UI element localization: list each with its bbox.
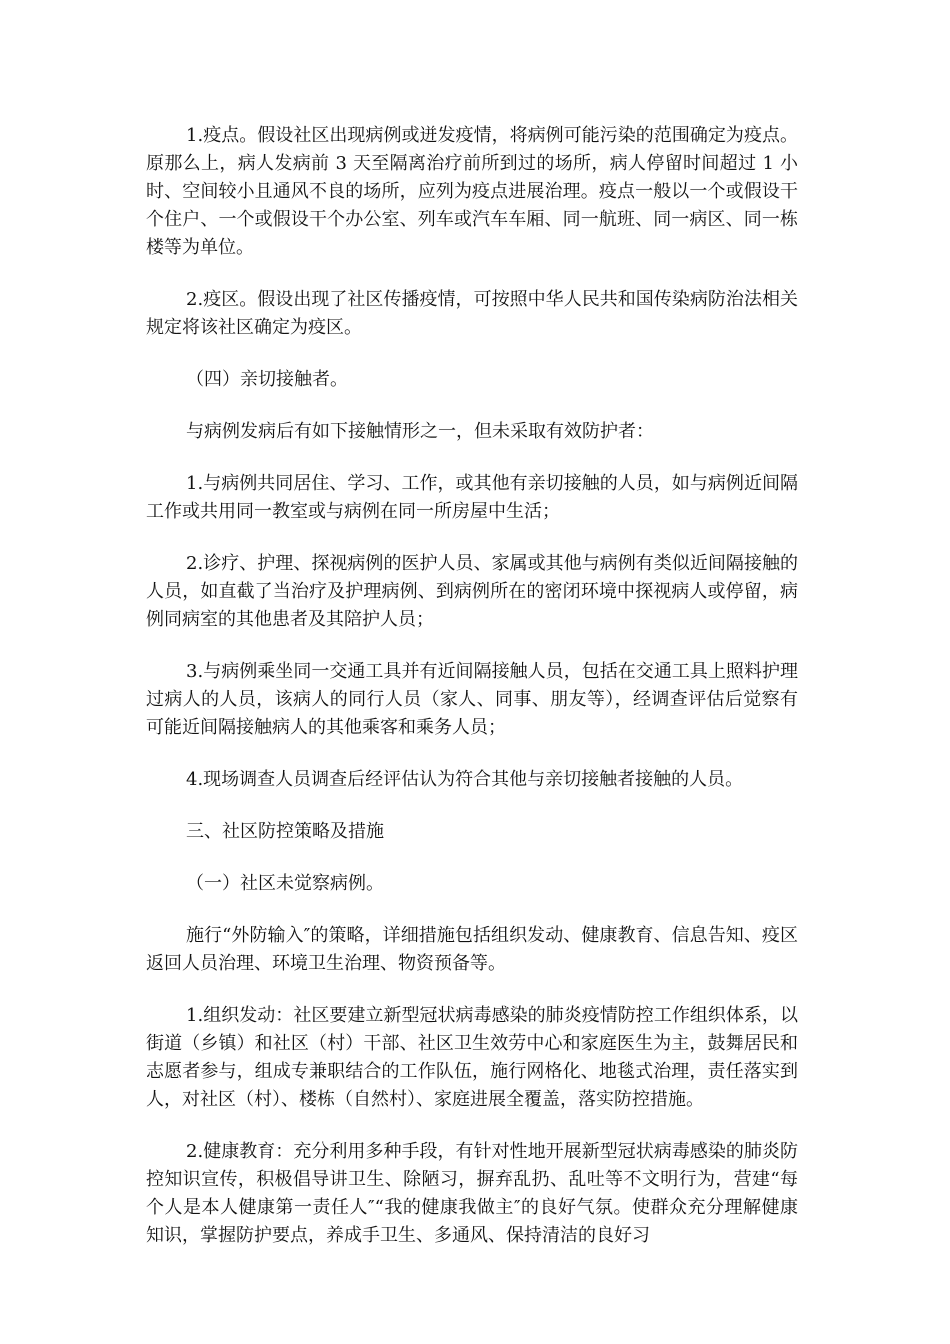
heading-close-contacts: （四）亲切接触者。 bbox=[186, 369, 348, 390]
paragraph-strategy-intro: 施行“外防输入″的策略，详细措施包括组织发动、健康教育、信息告知、疫区返回人员治理、环境卫生治理、物资预备等。 bbox=[146, 925, 798, 974]
paragraph-health-education: 2.健康教育：充分利用多种手段，有针对性地开展新型冠状病毒感染的肺炎防控知识宣传，积极倡导讲卫生、除陋习，摒弃乱扔、乱吐等不文明行为，营建“每个人是本人健康第一责任人″“我的健康我做主″的良好气氛。使群众充分理解健康知识，掌握防护要点，养成手卫生、多通风、保持清洁的良好习 bbox=[146, 1141, 798, 1246]
paragraph-contact-item-3: 3.与病例乘坐同一交通工具并有近间隔接触人员，包括在交通工具上照料护理过病人的人员，该病人的同行人员（家人、同事、朋友等），经调查评估后觉察有可能近间隔接触病人的其他乘客和乘务人员； bbox=[146, 661, 798, 738]
paragraph-epidemic-point: 1.疫点。假设社区出现病例或迸发疫情，将病例可能污染的范围确定为疫点。原那么上，病人发病前 3 天至隔离治疗前所到过的场所，病人停留时间超过 1 小时、空间较小且通风不良的场所，应列为疫点进展治理。疫点一般以一个或假设干个住户、一个或假设干个办公室、列车或汽车车厢、同一航班、同一病区、同一栋楼等为单位。 bbox=[146, 125, 798, 258]
heading-community-strategy: 三、社区防控策略及措施 bbox=[186, 821, 384, 842]
paragraph-organization: 1.组织发动：社区要建立新型冠状病毒感染的肺炎疫情防控工作组织体系，以街道（乡镇）和社区（村）干部、社区卫生效劳中心和家庭医生为主，鼓舞居民和志愿者参与，组成专兼职结合的工作队伍，施行网格化、地毯式治理，责任落实到人，对社区（村）、楼栋（自然村）、家庭进展全覆盖，落实防控措施。 bbox=[146, 1005, 798, 1110]
heading-no-cases: （一）社区未觉察病例。 bbox=[186, 873, 384, 894]
paragraph-epidemic-area: 2.疫区。假设出现了社区传播疫情，可按照中华人民共和国传染病防治法相关规定将该社区确定为疫区。 bbox=[146, 289, 798, 338]
paragraph-contact-item-1: 1.与病例共同居住、学习、工作，或其他有亲切接触的人员，如与病例近间隔工作或共用同一教室或与病例在同一所房屋中生活； bbox=[146, 473, 798, 522]
paragraph-contact-item-2: 2.诊疗、护理、探视病例的医护人员、家属或其他与病例有类似近间隔接触的人员，如直截了当治疗及护理病例、到病例所在的密闭环境中探视病人或停留，病例同病室的其他患者及其陪护人员； bbox=[146, 553, 798, 630]
document-body bbox=[146, 122, 798, 1250]
paragraph-contact-intro: 与病例发病后有如下接触情形之一，但未采取有效防护者： bbox=[186, 421, 654, 442]
paragraph-contact-item-4: 4.现场调查人员调查后经评估认为符合其他与亲切接触者接触的人员。 bbox=[186, 769, 744, 790]
